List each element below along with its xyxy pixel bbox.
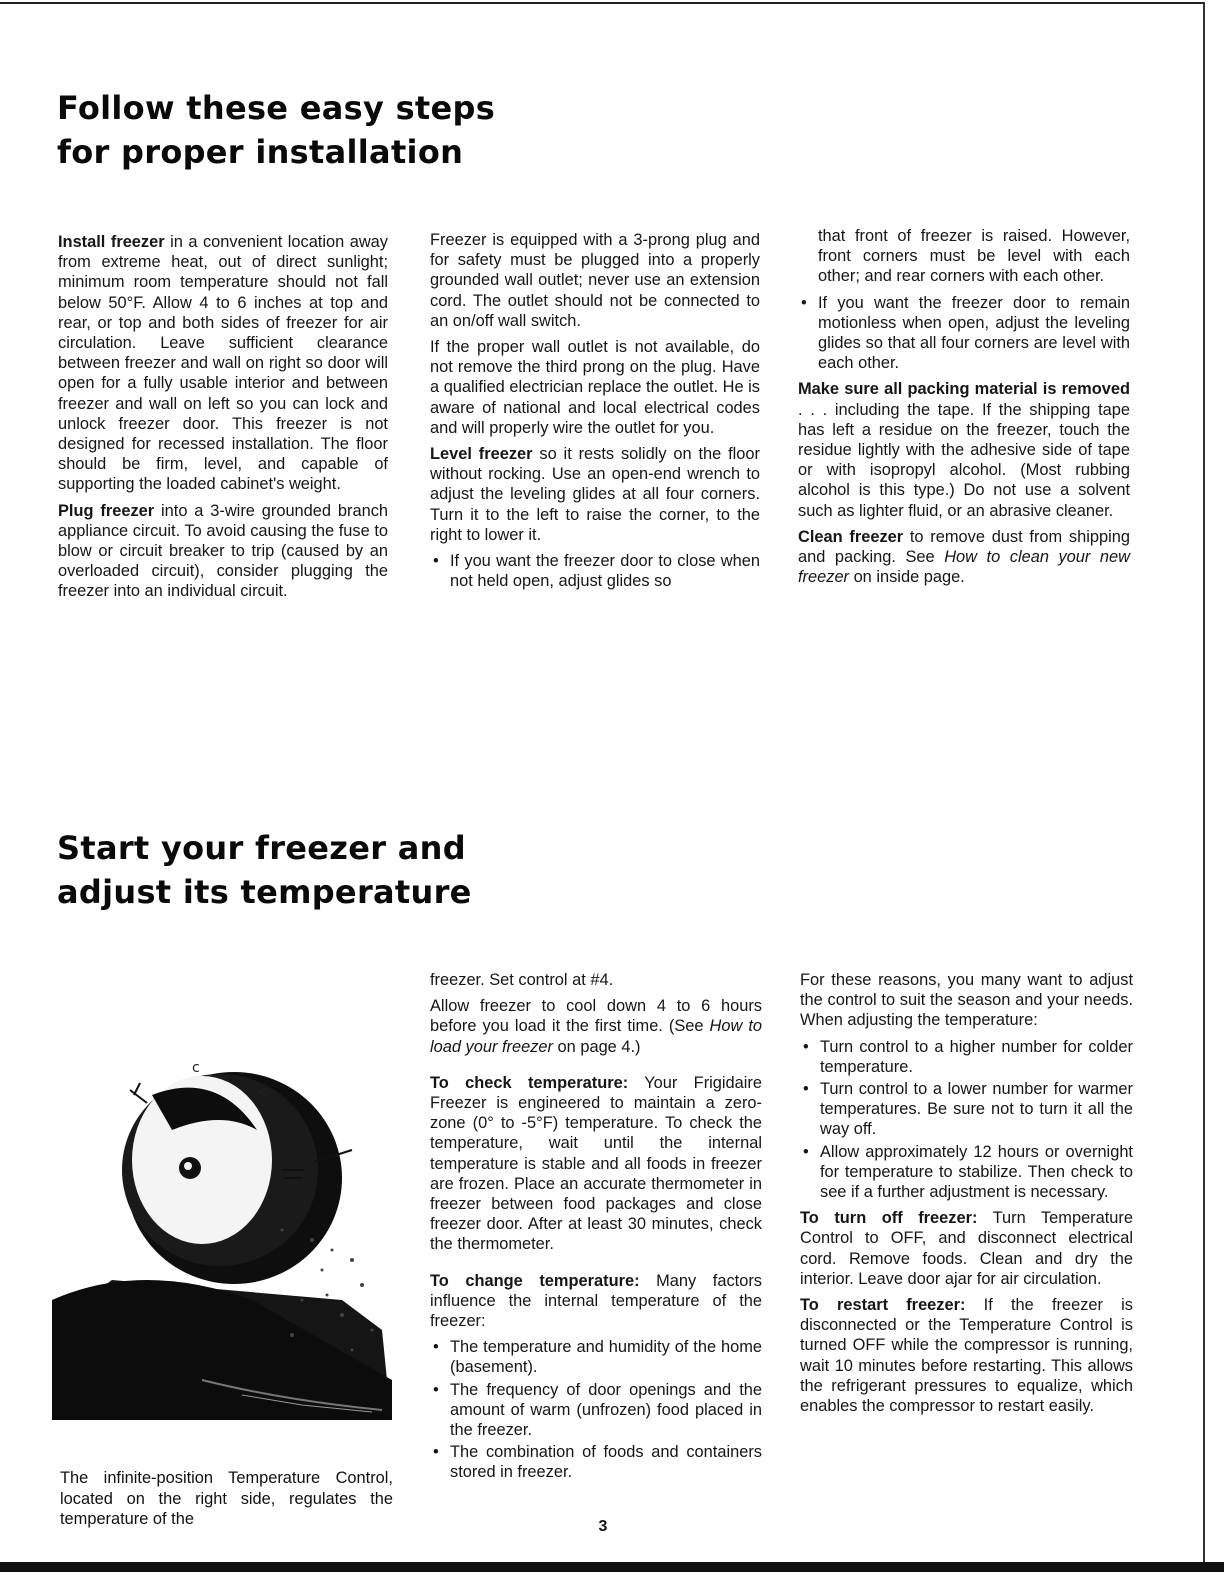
change-temperature-paragraph [430, 1271, 762, 1332]
adjust-step-item: • Turn control to a lower number for warmer temperatures. Be sure not to turn it all the way off. [800, 1079, 1133, 1140]
installation-heading [57, 86, 537, 174]
install-freezer-paragraph [58, 232, 388, 495]
temperature-heading-line1: Start your freezer and [57, 829, 466, 867]
level-freezer-paragraph [430, 444, 760, 545]
installation-column-3 [798, 226, 1130, 593]
installation-column-1 [58, 232, 388, 608]
installation-heading-line2: for proper installation [57, 133, 464, 171]
level-freezer-text: so it rests solidly on the floor without rocking. Use an open-end wrench to adjust the leveling glides at all four corners. Turn it to the left to raise the corner, to the right to lower it. [430, 445, 760, 544]
packing-material-paragraph [798, 379, 1130, 520]
clean-freezer-text: to remove dust from shipping and packing. See [798, 527, 1130, 567]
svg-text:c: c [192, 1060, 200, 1076]
leveling-bullet-1-continued: that front of freezer is raised. However, front corners must be level with each other; and rear corners with each other. [818, 227, 1130, 286]
leveling-bullet-1: • If you want the freezer door to close when not held open, adjust glides so [430, 551, 760, 591]
plug-freezer-text: into a 3-wire grounded branch appliance circuit. To avoid causing the fuse to blow or circuit breaker to trip (caused by an overloaded circuit), consider plugging the freezer into an individual circuit. [58, 501, 388, 601]
cool-down-text: Allow freezer to cool down 4 to 6 hours before you load it the first time. (See [430, 997, 762, 1036]
wall-outlet-paragraph: If the proper wall outlet is not available, do not remove the third prong on the plug. Have a qualified electrician replace the outlet. He is aware of national and local electrical codes and will properly wire the outlet for you. [430, 338, 760, 437]
check-temperature-text: Your Frigidaire Freezer is engineered to maintain a zero-zone (0° to -5°F) temperature. To check the temperature, wait until the internal temperature is stable and all foods in freezer are frozen. Place an accurate thermometer in freezer between food packages and close freezer door. After at least 30 minutes, check the thermometer. [430, 1073, 762, 1254]
plug-freezer-lead: Plug freezer [58, 501, 155, 520]
restart-paragraph [800, 1295, 1133, 1416]
top-border-rule [0, 2, 1205, 4]
adjust-reasons-paragraph: For these reasons, you many want to adjust the control to suit the season and your needs. When adjusting the temperature: [800, 971, 1133, 1030]
check-temperature-lead: To check temperature: [430, 1073, 629, 1092]
leveling-bullet-list-2 [798, 293, 1130, 374]
temperature-dial-illustration [52, 1000, 392, 1420]
clean-freezer-paragraph [798, 527, 1130, 588]
restart-text: If the freezer is disconnected or the Temperature Control is turned OFF while the compressor is running, wait 10 minutes before restarting. This allows the refrigerant pressures to equalize, which enables the compressor to restart easily. [800, 1296, 1133, 1416]
turn-off-text: Turn Temperature Control to OFF, and disconnect electrical cord. Remove foods. Clean and dry the interior. Leave door ajar for air circulation. [800, 1209, 1133, 1288]
installation-heading-line1: Follow these easy steps [57, 89, 496, 127]
leveling-bullet-2: • If you want the freezer door to remain motionless when open, adjust the leveling glides so that all four corners are level with each other. [798, 293, 1130, 374]
check-temperature-paragraph [430, 1073, 762, 1255]
dial-caption: The infinite-position Temperature Control, located on the right side, regulates the temperature of the [60, 1469, 393, 1528]
clean-freezer-reference: How to clean your new freezer [798, 548, 1130, 587]
adjust-step-item: • Allow approximately 12 hours or overnight for temperature to stabilize. Then check to see if a further adjustment is necessary. [800, 1142, 1133, 1203]
temperature-control-photo [52, 1000, 392, 1420]
temperature-heading [57, 826, 537, 914]
leveling-bullet-list [430, 551, 760, 591]
load-freezer-reference: How to load your freezer [430, 1017, 762, 1056]
factor-item: • The frequency of door openings and the amount of warm (unfrozen) food placed in the freezer. [430, 1380, 762, 1441]
three-prong-plug-paragraph: Freezer is equipped with a 3-prong plug and for safety must be plugged into a properly grounded wall outlet; never use an extension cord. The outlet should not be connected to an on/off wall switch. [430, 231, 760, 330]
factor-item: • The temperature and humidity of the home (basement). [430, 1337, 762, 1377]
change-temperature-text: Many factors influence the internal temperature of the freezer: [430, 1271, 762, 1331]
clean-freezer-lead: Clean freezer [798, 527, 904, 546]
cool-down-paragraph [430, 996, 762, 1057]
clean-freezer-tail: on inside page. [849, 568, 965, 587]
svg-text:<: < [257, 1084, 269, 1100]
page-number: 3 [598, 1518, 608, 1535]
installation-column-2 [430, 230, 760, 597]
temperature-heading-line2: adjust its temperature [57, 873, 472, 911]
adjust-step-item: • Turn control to a higher number for colder temperature. [800, 1037, 1133, 1077]
packing-material-lead: Make sure all packing material is removed [798, 380, 1130, 399]
turn-off-paragraph [800, 1208, 1133, 1289]
adjust-steps-list [800, 1037, 1133, 1203]
plug-freezer-paragraph [58, 501, 388, 602]
set-control-paragraph: freezer. Set control at #4. [430, 971, 614, 989]
packing-material-text: . . . including the tape. If the shipping tape has left a residue on the freezer, touch the residue lightly with the adhesive side of tape or with isopropyl alcohol. (Most rubbing alcohol is this type.) Do not use a solvent such as lighter fluid, or an abrasive cleaner. [798, 400, 1130, 520]
factor-item: • The combination of foods and containers stored in freezer. [430, 1442, 762, 1482]
bottom-border-rule [0, 1562, 1224, 1572]
turn-off-lead: To turn off freezer: [800, 1209, 978, 1228]
temperature-column-2 [430, 970, 762, 1489]
install-freezer-text: in a convenient location away from extreme heat, out of direct sunlight; minimum room temperature should not fall below 50°F. Allow 4 to 6 inches at top and rear, or top and both sides of freezer for air circulation. Leave sufficient clearance between freezer and wall on right so door will open for a fully usable interior and between freezer and wall on left so you can lock and unlock freezer door. This freezer is not designed for recessed installation. The floor should be firm, level, and capable of supporting the loaded cabinet's weight. [58, 233, 388, 494]
change-temperature-lead: To change temperature: [430, 1271, 640, 1290]
temperature-column-3 [800, 970, 1133, 1422]
restart-lead: To restart freezer: [800, 1296, 966, 1315]
right-border-rule [1203, 2, 1205, 1562]
level-freezer-lead: Level freezer [430, 445, 533, 464]
install-freezer-lead: Install freezer [58, 233, 165, 251]
temperature-factors-list [430, 1337, 762, 1482]
cool-down-tail: on page 4.) [553, 1037, 641, 1056]
